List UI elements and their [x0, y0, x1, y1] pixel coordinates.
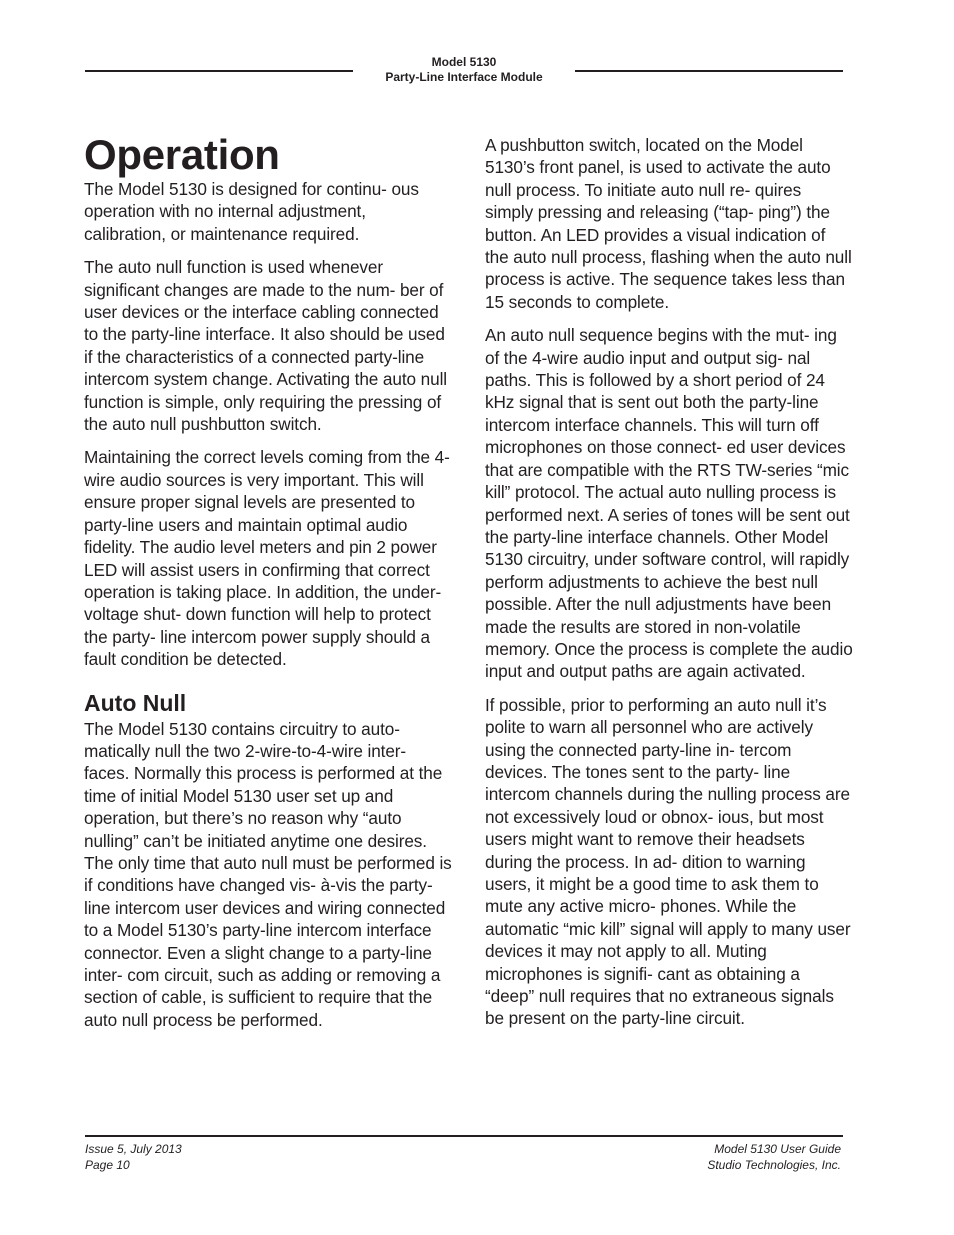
footer-page-number: Page 10	[85, 1157, 130, 1172]
footer-company: Studio Technologies, Inc.	[707, 1157, 841, 1172]
header-rule-right	[575, 70, 843, 72]
footer-rule	[85, 1135, 843, 1137]
header-product: Party-Line Interface Module	[385, 70, 543, 84]
right-column	[485, 132, 853, 1041]
footer-issue: Issue 5, July 2013	[85, 1142, 182, 1156]
paragraph: Maintaining the correct levels coming from the 4-wire audio sources is very important. This will ensure proper signal levels are presented to party-line users and maintain optimal audio fidelity. The audio level meters and pin 2 power LED will assist users in confirming that correct operation is taking place. In addition, the under-voltage shut- down function will help to protect the party- line intercom power supply should a fault condition be detected.	[84, 447, 450, 670]
page-header	[85, 55, 843, 89]
footer-left	[85, 1142, 182, 1173]
header-model: Model 5130	[431, 55, 497, 69]
section-heading-auto-null: Auto Null	[84, 689, 187, 716]
left-column	[84, 132, 452, 1042]
paragraph: If possible, prior to performing an auto null it’s polite to warn all personnel who are actively using the connected party-line in- tercom devices. The tones sent to the party- line intercom channels during the nulling process are not excessively loud or obnox- ious, but most users might want to remove their headsets during the process. In ad- dition to warning users, it might be a good time to ask them to mute any active micro- phones. While the automatic “mic kill” signal will apply to many user devices it may not apply to all. Muting microphones is signifi- cant as obtaining a “deep” null requires that no extraneous signals be present on the party-line circuit.	[485, 694, 851, 1029]
paragraph: The auto null function is used whenever significant changes are made to the num- ber of user devices or the interface cabling connected to the party-line interface. It also should be used if the characteristics of a connected party-line intercom system change. Activating the auto null function is simple, only requiring the pressing of the auto null pushbutton switch.	[84, 257, 448, 435]
paragraph: The Model 5130 is designed for continu- ous operation with no internal adjustment, calibration, or maintenance required.	[84, 179, 419, 244]
paragraph: A pushbutton switch, located on the Model 5130’s front panel, is used to activate the auto null process. To initiate auto null re- quires simply pressing and releasing (“tap- ping”) the button. An LED provides a visual indication of the auto null process, flashing when the auto null process is active. The sequence takes less than 15 seconds to complete.	[485, 135, 852, 312]
paragraph: The Model 5130 contains circuitry to auto- matically null the two 2-wire-to-4-wire inter- faces. Normally this process is performed at the time of initial Model 5130 user set up and operation, but there’s no reason why “auto nulling” can’t be initiated anytime one desires. The only time that auto null must be performed is if conditions have changed vis- à-vis the party-line intercom user devices and wiring connected to a Model 5130’s party-line intercom interface connector. Even a slight change to a party-line inter- com circuit, such as adding or removing a section of cable, is sufficient to require that the auto null process be performed.	[84, 718, 452, 1030]
page-title: Operation	[84, 131, 280, 178]
paragraph: An auto null sequence begins with the mut- ing of the 4-wire audio input and output sig- nal paths. This is followed by a short period of 24 kHz signal that is sent out both the party-line intercom interface channels. This will turn off microphones on those connect- ed user devices that are compatible with the RTS TW-series “mic kill” protocol. The actual auto nulling process is performed next. A series of tones will be sent out the party-line interface channels. Other Model 5130 circuitry, under software control, will rapidly perform adjustments to achieve the best null possible. After the null adjustments have been made the results are stored in non-volatile memory. Once the process is complete the audio input and output paths are again activated.	[485, 325, 853, 682]
footer-guide-title: Model 5130 User Guide	[714, 1142, 841, 1156]
footer-right	[707, 1142, 841, 1173]
